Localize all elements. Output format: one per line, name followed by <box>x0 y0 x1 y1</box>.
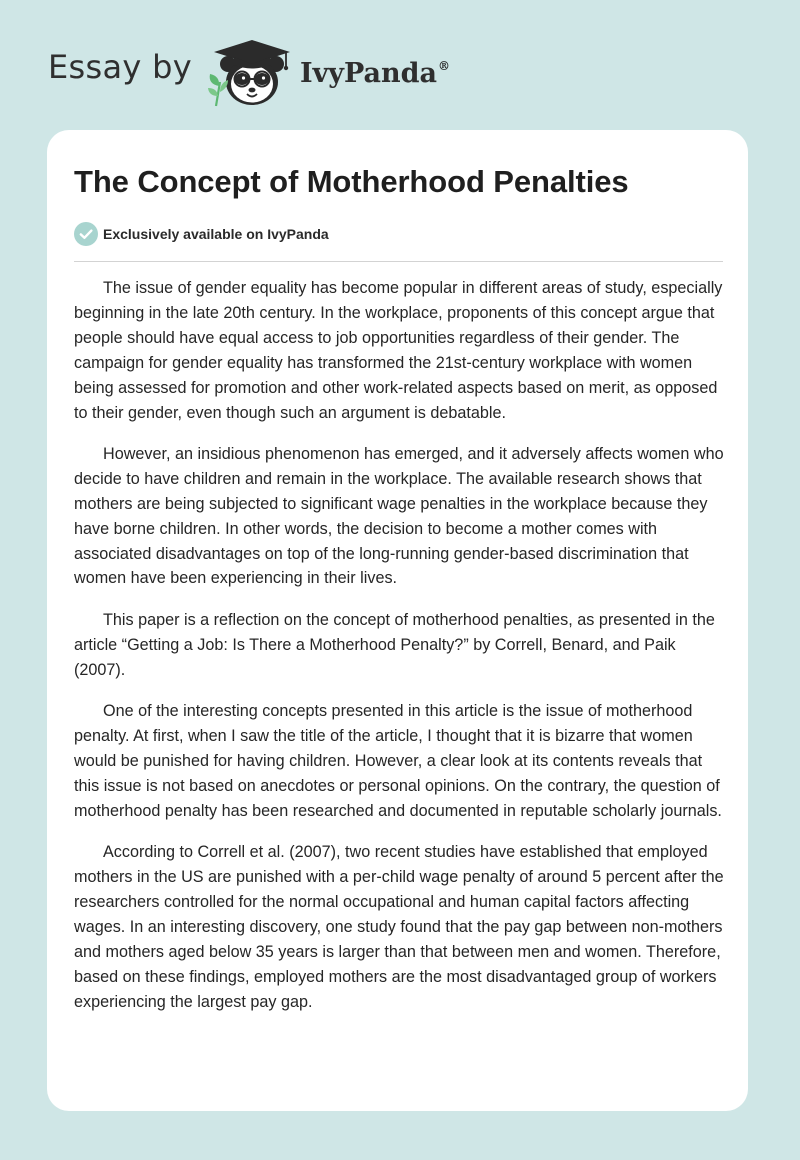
page-title: The Concept of Motherhood Penalties <box>74 164 629 199</box>
paragraph: One of the interesting concepts presented in this article is the issue of motherhood penalty. At first, when I saw the title of the article, I thought that it is bizarre that women would be punished for having children. However, a clear look at its contents reveals that this issue is not based on anecdotes or personal opinions. On the contrary, the question of motherhood penalty has been researched and documented in reputable scholarly journals. <box>74 702 722 820</box>
essay-card <box>47 130 748 1111</box>
brand-name-text: IvyPanda <box>299 57 438 89</box>
availability-badge <box>74 222 329 246</box>
essay-body <box>74 276 728 1031</box>
divider <box>74 261 723 262</box>
brand-name[interactable] <box>300 58 450 89</box>
paragraph: This paper is a reflection on the concept of motherhood penalties, as presented in the article “Getting a Job: Is There a Motherhood Penalty?” by Correll, Benard, and Paik (2007). <box>74 610 715 679</box>
essay-by-label: Essay by <box>48 48 192 86</box>
paragraph: However, an insidious phenomenon has emerged, and it adversely affects women who decide to have children and remain in the workplace. The available research shows that mothers are being subjected to significant wage penalties in the workplace because they have borne children. In other words, the decision to become a mother comes with associated disadvantages on top of the long-running gender-based discrimination that women have been experiencing in their lives. <box>74 444 724 588</box>
check-circle-icon <box>74 222 98 246</box>
panda-graduate-logo-icon[interactable] <box>206 34 298 108</box>
registered-mark: ® <box>438 58 451 73</box>
paragraph: The issue of gender equality has become popular in different areas of study, especially beginning in the late 20th century. In the workplace, proponents of this concept argue that people should have equal access to job opportunities regardless of their gender. The campaign for gender equality has transformed the 21st-century workplace with women being assessed for promotion and other work-related aspects based on merit, as opposed to their gender, even though such an argument is debatable. <box>74 279 723 422</box>
site-header <box>48 34 450 108</box>
availability-label: Exclusively available on IvyPanda <box>103 226 329 242</box>
paragraph: According to Correll et al. (2007), two recent studies have established that employed mothers in the US are punished with a per-child wage penalty of around 5 percent after the researchers controlled for the normal occupational and human capital factors affecting wages. In an interesting discovery, one study found that the pay gap between non-mothers and mothers aged below 35 years is larger than that between men and women. Therefore, based on these findings, employed mothers are the most disadvantaged group of workers experiencing the largest pay gap. <box>74 843 724 1011</box>
